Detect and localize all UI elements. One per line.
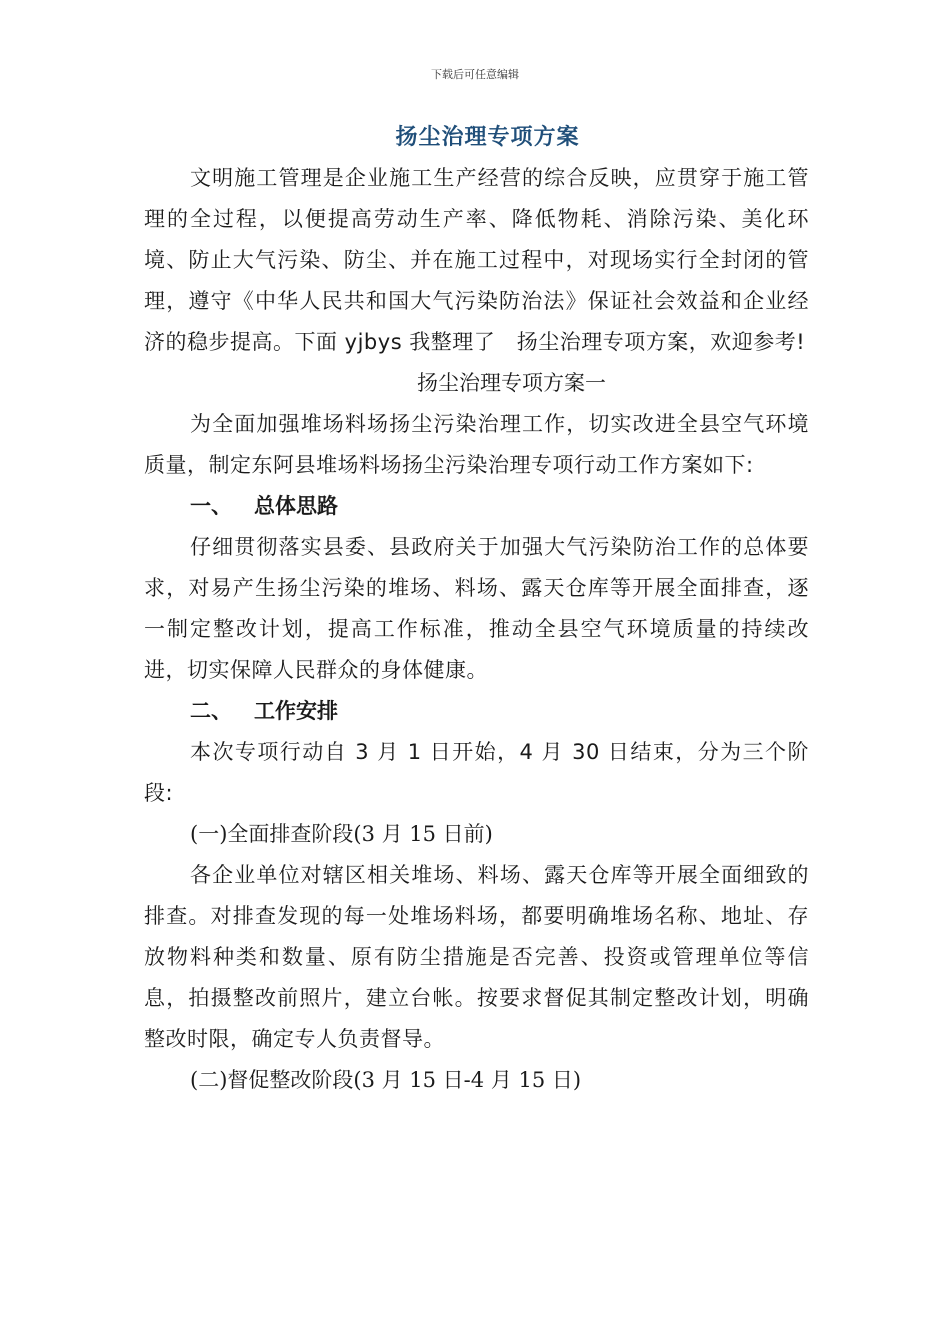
heading-number: 二、 xyxy=(190,699,232,723)
heading-number: 一、 xyxy=(190,494,232,518)
phase-1-title: (一)全面排查阶段(3 月 15 日前) xyxy=(190,822,493,846)
section-intro-paragraph: 为全面加强堆场料场扬尘污染治理工作，切实改进全县空气环境质量，制定东阿县堆场料场扬尘污染治理专项行动工作方案如下: xyxy=(144,412,809,477)
phase-2-title: (二)督促整改阶段(3 月 15 日-4 月 15 日) xyxy=(190,1068,582,1092)
overall-paragraph: 仔细贯彻落实县委、县政府关于加强大气污染防治工作的总体要求，对易产生扬尘污染的堆场、料场、露天仓库等开展全面排查，逐一制定整改计划，提高工作标准，推动全县空气环境质量的持续改进，切实保障人民群众的身体健康。 xyxy=(144,535,809,682)
heading-overall xyxy=(144,486,809,527)
section-title: 扬尘治理专项方案一 xyxy=(417,371,606,395)
phase-1-paragraph: 各企业单位对辖区相关堆场、料场、露天仓库等开展全面细致的排查。对排查发现的每一处堆场料场，都要明确堆场名称、地址、存放物料种类和数量、原有防尘措施是否完善、投资或管理单位等信息，拍摄整改前照片，建立台帐。按要求督促其制定整改计划，明确整改时限，确定专人负责督导。 xyxy=(144,863,809,1051)
arrangement-paragraph: 本次专项行动自 3 月 1 日开始，4 月 30 日结束，分为三个阶段: xyxy=(144,740,809,805)
heading-text: 工作安排 xyxy=(254,699,338,723)
heading-arrangement xyxy=(144,691,809,732)
document-body xyxy=(144,158,809,1101)
intro-paragraph: 文明施工管理是企业施工生产经营的综合反映，应贯穿于施工管理的全过程，以便提高劳动生产率、降低物耗、消除污染、美化环境、防止大气污染、防尘、并在施工过程中，对现场实行全封闭的管理，遵守《中华人民共和国大气污染防治法》保证社会效益和企业经济的稳步提高。下面 yjbys 我整理了 扬尘治理专项方案，欢迎参考! xyxy=(144,166,809,354)
document-title: 扬尘治理专项方案 xyxy=(395,125,580,150)
heading-text: 总体思路 xyxy=(254,494,338,518)
header-note: 下载后可任意编辑 xyxy=(431,68,519,81)
